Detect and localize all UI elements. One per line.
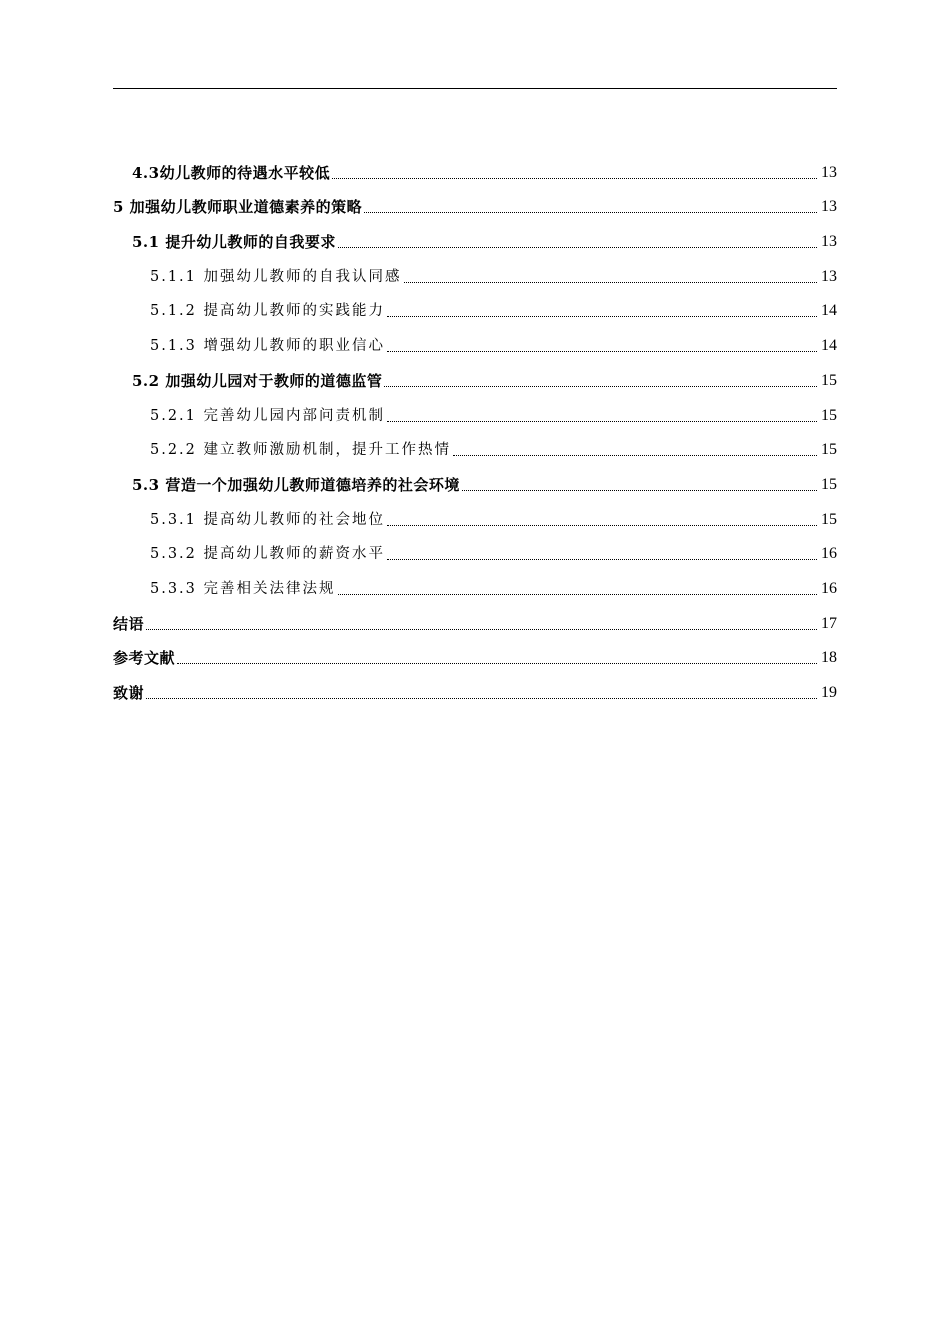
toc-dot-leader (453, 455, 817, 456)
toc-entry-title: 5.1 提升幼儿教师的自我要求 (132, 233, 336, 252)
toc-entry[interactable] (113, 432, 837, 467)
toc-entry[interactable] (113, 293, 837, 328)
toc-entry-page-number: 15 (821, 510, 837, 528)
toc-entry-page-number: 16 (821, 545, 837, 563)
toc-entry[interactable] (113, 640, 837, 675)
toc-entry-page-number: 13 (821, 267, 837, 285)
toc-entry-title: 5.2.2 建立教师激励机制，提升工作热情 (150, 442, 452, 459)
toc-entry-page-number: 15 (821, 441, 837, 459)
toc-dot-leader (387, 559, 817, 560)
toc-entry-title: 5.1.1 加强幼儿教师的自我认同感 (150, 268, 402, 285)
toc-entry[interactable] (113, 223, 837, 258)
toc-dot-leader (146, 698, 817, 699)
toc-entry-title: 4.3幼儿教师的待遇水平较低 (132, 163, 331, 182)
toc-entry[interactable] (113, 154, 837, 189)
toc-entry-title: 致谢 (113, 684, 145, 702)
toc-entry-page-number: 17 (821, 614, 837, 632)
toc-entry-title: 5.1.2 提高幼儿教师的实践能力 (150, 303, 386, 320)
toc-entry[interactable] (113, 189, 837, 224)
toc-entry-page-number: 15 (821, 406, 837, 424)
toc-entry-page-number: 13 (821, 198, 837, 216)
toc-entry[interactable] (113, 536, 837, 571)
toc-dot-leader (177, 663, 817, 664)
toc-entry-title: 5.3.1 提高幼儿教师的社会地位 (150, 511, 386, 528)
toc-entry-title: 参考文献 (113, 649, 176, 668)
toc-entry[interactable] (113, 397, 837, 432)
toc-entry-title: 5.2.1 完善幼儿园内部问责机制 (150, 407, 386, 424)
toc-dot-leader (387, 316, 817, 317)
toc-entry-page-number: 18 (821, 649, 837, 667)
toc-dot-leader (338, 594, 817, 595)
toc-dot-leader (146, 629, 817, 630)
toc-entry[interactable] (113, 258, 837, 293)
toc-entry[interactable] (113, 501, 837, 536)
toc-entry-title: 结语 (113, 614, 145, 633)
toc-entry-page-number: 13 (821, 163, 837, 181)
table-of-contents (113, 154, 837, 709)
toc-entry-page-number: 16 (821, 579, 837, 597)
toc-entry-page-number: 13 (821, 233, 837, 251)
toc-dot-leader (332, 178, 817, 179)
toc-entry-page-number: 19 (821, 684, 837, 701)
toc-dot-leader (387, 351, 817, 352)
toc-entry-page-number: 14 (821, 337, 837, 355)
toc-entry[interactable] (113, 570, 837, 605)
toc-entry[interactable] (113, 362, 837, 397)
toc-entry-page-number: 15 (821, 475, 837, 493)
toc-entry-title: 5.1.3 增强幼儿教师的职业信心 (150, 338, 386, 355)
toc-entry[interactable] (113, 327, 837, 362)
toc-entry-title: 5.3.3 完善相关法律法规 (150, 580, 336, 597)
toc-dot-leader (338, 247, 817, 248)
toc-dot-leader (404, 282, 817, 283)
toc-entry-title: 5.3.2 提高幼儿教师的薪资水平 (150, 546, 386, 563)
toc-entry[interactable] (113, 466, 837, 501)
toc-entry-title: 5 加强幼儿教师职业道德素养的策略 (113, 198, 363, 217)
toc-dot-leader (387, 525, 817, 526)
toc-entry[interactable] (113, 674, 837, 709)
header-rule (113, 88, 837, 89)
toc-entry[interactable] (113, 605, 837, 640)
toc-dot-leader (384, 386, 817, 387)
toc-entry-page-number: 14 (821, 302, 837, 320)
toc-dot-leader (462, 490, 817, 491)
toc-dot-leader (387, 421, 817, 422)
toc-entry-title: 5.2 加强幼儿园对于教师的道德监管 (132, 371, 383, 390)
toc-dot-leader (364, 212, 817, 213)
toc-entry-title: 5.3 营造一个加强幼儿教师道德培养的社会环境 (132, 475, 460, 494)
toc-entry-page-number: 15 (821, 371, 837, 389)
